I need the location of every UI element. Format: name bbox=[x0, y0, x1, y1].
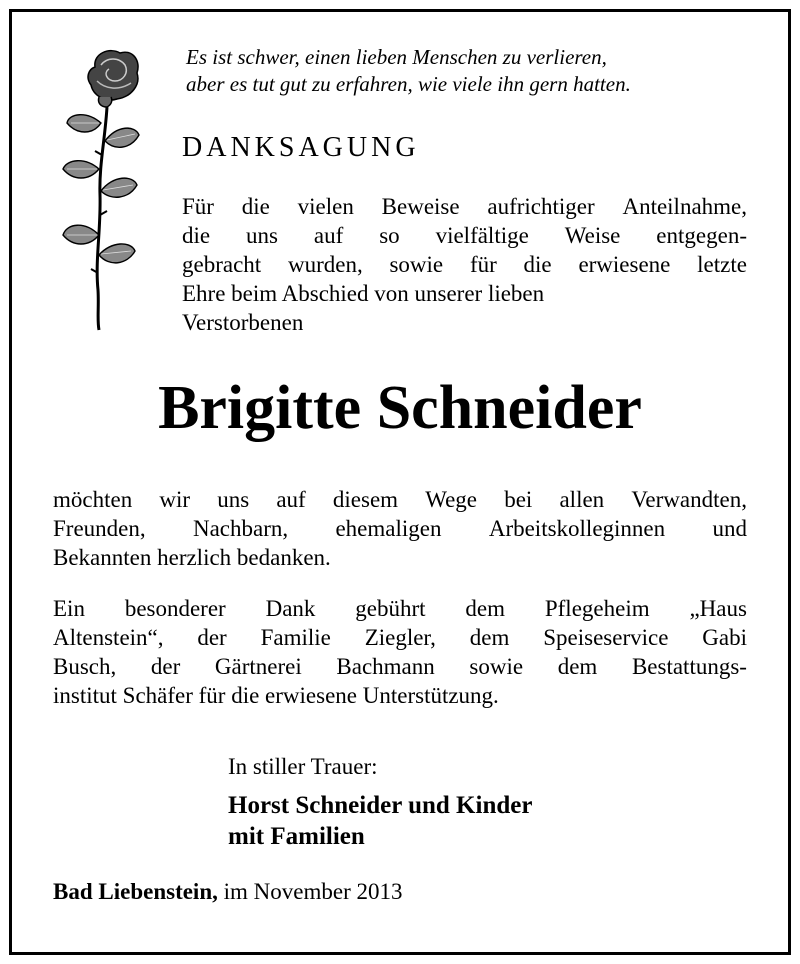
word: und bbox=[712, 516, 747, 541]
place-date bbox=[53, 877, 402, 906]
word: gebracht bbox=[182, 252, 262, 277]
word: Altenstein“, bbox=[53, 625, 164, 650]
motto-quote bbox=[186, 44, 766, 98]
word: die bbox=[241, 194, 270, 219]
word: uns bbox=[217, 487, 250, 512]
place-date-text: im November 2013 bbox=[223, 879, 403, 904]
signer-line: mit Familien bbox=[228, 823, 365, 850]
word: die bbox=[523, 252, 552, 277]
word: Ein bbox=[53, 596, 85, 621]
word: auf bbox=[313, 223, 344, 248]
word: allen bbox=[559, 487, 605, 512]
word: sowie bbox=[469, 654, 524, 679]
word: die bbox=[182, 223, 211, 248]
word: Freunden, bbox=[53, 516, 146, 541]
word: Gärtnerei bbox=[214, 654, 302, 679]
motto-line: Es ist schwer, einen lieben Menschen zu verlieren, bbox=[186, 45, 607, 69]
word: der bbox=[197, 625, 227, 650]
word: der bbox=[150, 654, 181, 679]
word: Nachbarn, bbox=[192, 516, 289, 541]
word: Bestattungs- bbox=[631, 654, 747, 679]
word: Verwandten, bbox=[631, 487, 747, 512]
paragraph-line bbox=[53, 652, 747, 681]
word: Bachmann bbox=[336, 654, 435, 679]
intro-line: Ehre beim Abschied von unserer lieben bbox=[182, 281, 545, 306]
mourning-label: In stiller Trauer: bbox=[228, 754, 378, 779]
word: uns bbox=[246, 223, 278, 248]
word: vielen bbox=[297, 194, 354, 219]
special-thanks-paragraph bbox=[53, 594, 747, 710]
intro-line bbox=[182, 250, 747, 279]
intro-line: Verstorbenen bbox=[182, 310, 304, 335]
word: wir bbox=[159, 487, 191, 512]
paragraph-line bbox=[53, 623, 747, 652]
word: entgegen- bbox=[656, 223, 747, 248]
paragraph-line bbox=[53, 594, 747, 623]
word: Arbeitskolleginnen bbox=[488, 516, 666, 541]
word: letzte bbox=[697, 252, 747, 277]
word: dem bbox=[557, 654, 598, 679]
paragraph-line: institut Schäfer für die erwiesene Unterstützung. bbox=[53, 683, 499, 708]
word: Busch, bbox=[53, 654, 117, 679]
word: Wege bbox=[425, 487, 478, 512]
signer-block bbox=[228, 790, 532, 852]
word: für bbox=[469, 252, 497, 277]
word: ehemaligen bbox=[335, 516, 442, 541]
heading-danksagung: DANKSAGUNG bbox=[182, 132, 420, 163]
word: Für bbox=[182, 194, 214, 219]
word: gebührt bbox=[355, 596, 426, 621]
word: dem bbox=[465, 596, 505, 621]
word: auf bbox=[276, 487, 306, 512]
word: Weise bbox=[564, 223, 621, 248]
paragraph-line bbox=[53, 514, 747, 543]
word: erwiesene bbox=[578, 252, 671, 277]
intro-line bbox=[182, 221, 747, 250]
place-town: Bad Liebenstein, bbox=[53, 879, 218, 904]
motto-line: aber es tut gut zu erfahren, wie viele ihn gern hatten. bbox=[186, 72, 631, 96]
word: so bbox=[379, 223, 400, 248]
paragraph-line: Bekannten herzlich bedanken. bbox=[53, 545, 331, 570]
word: dem bbox=[469, 625, 510, 650]
word: „Haus bbox=[689, 596, 747, 621]
word: Gabi bbox=[702, 625, 747, 650]
word: sowie bbox=[389, 252, 444, 277]
thanks-paragraph bbox=[53, 485, 747, 572]
word: Pflegeheim bbox=[544, 596, 650, 621]
word: Beweise bbox=[381, 194, 460, 219]
intro-text bbox=[182, 192, 747, 337]
word: bei bbox=[504, 487, 533, 512]
word: besonderer bbox=[124, 596, 226, 621]
word: Ziegler, bbox=[364, 625, 436, 650]
word: Familie bbox=[260, 625, 331, 650]
deceased-name: Brigitte Schneider bbox=[158, 374, 642, 442]
word: vielfältige bbox=[435, 223, 529, 248]
word: Speiseservice bbox=[543, 625, 669, 650]
word: wurden, bbox=[287, 252, 363, 277]
word: möchten bbox=[53, 487, 133, 512]
word: Anteilnahme, bbox=[622, 194, 747, 219]
signer-line: Horst Schneider und Kinder bbox=[228, 792, 533, 819]
word: Dank bbox=[265, 596, 316, 621]
word: aufrichtiger bbox=[487, 194, 595, 219]
paragraph-line bbox=[53, 485, 747, 514]
word: diesem bbox=[332, 487, 399, 512]
rose-icon bbox=[55, 45, 150, 335]
intro-line bbox=[182, 192, 747, 221]
